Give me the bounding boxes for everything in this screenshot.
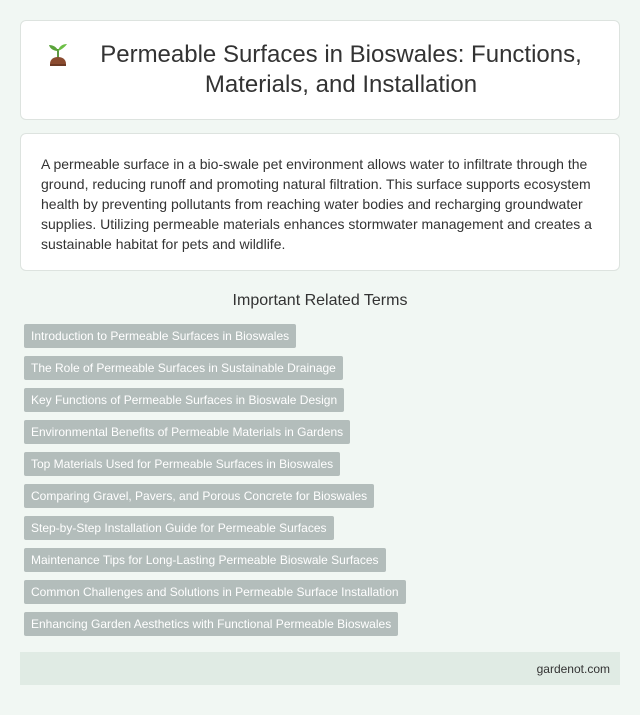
related-term-tag[interactable]: Comparing Gravel, Pavers, and Porous Concrete for Bioswales bbox=[24, 484, 374, 508]
related-term-tag[interactable]: Maintenance Tips for Long-Lasting Permeable Bioswale Surfaces bbox=[24, 548, 386, 572]
sprout-icon bbox=[45, 42, 71, 72]
related-term-tag[interactable]: Common Challenges and Solutions in Permeable Surface Installation bbox=[24, 580, 406, 604]
related-term-tag[interactable]: Top Materials Used for Permeable Surfaces in Bioswales bbox=[24, 452, 340, 476]
related-terms-heading: Important Related Terms bbox=[232, 292, 408, 309]
related-term-tag[interactable]: Enhancing Garden Aesthetics with Functional Permeable Bioswales bbox=[24, 612, 398, 636]
related-terms-list bbox=[24, 324, 614, 644]
related-term-tag[interactable]: The Role of Permeable Surfaces in Sustainable Drainage bbox=[24, 356, 343, 380]
related-term-tag[interactable]: Step-by-Step Installation Guide for Permeable Surfaces bbox=[24, 516, 334, 540]
description-card bbox=[20, 133, 620, 271]
page-title: Permeable Surfaces in Bioswales: Functions, Materials, and Installation bbox=[100, 41, 582, 98]
title-card bbox=[20, 20, 620, 120]
related-term-tag[interactable]: Key Functions of Permeable Surfaces in Bioswale Design bbox=[24, 388, 344, 412]
footer-site-link[interactable]: gardenot.com bbox=[536, 661, 610, 676]
related-term-tag[interactable]: Environmental Benefits of Permeable Materials in Gardens bbox=[24, 420, 350, 444]
related-term-tag[interactable]: Introduction to Permeable Surfaces in Bioswales bbox=[24, 324, 296, 348]
footer bbox=[20, 652, 620, 685]
description-text: A permeable surface in a bio-swale pet environment allows water to infiltrate through the ground, reducing runoff and promoting natural filtration. This surface supports ecosystem health by preventing pollutants from reaching water bodies and recharging groundwater supplies. Utilizing permeable materials enhances stormwater management and creates a sustainable habitat for pets and wildlife. bbox=[41, 156, 592, 252]
title-row bbox=[45, 40, 595, 100]
